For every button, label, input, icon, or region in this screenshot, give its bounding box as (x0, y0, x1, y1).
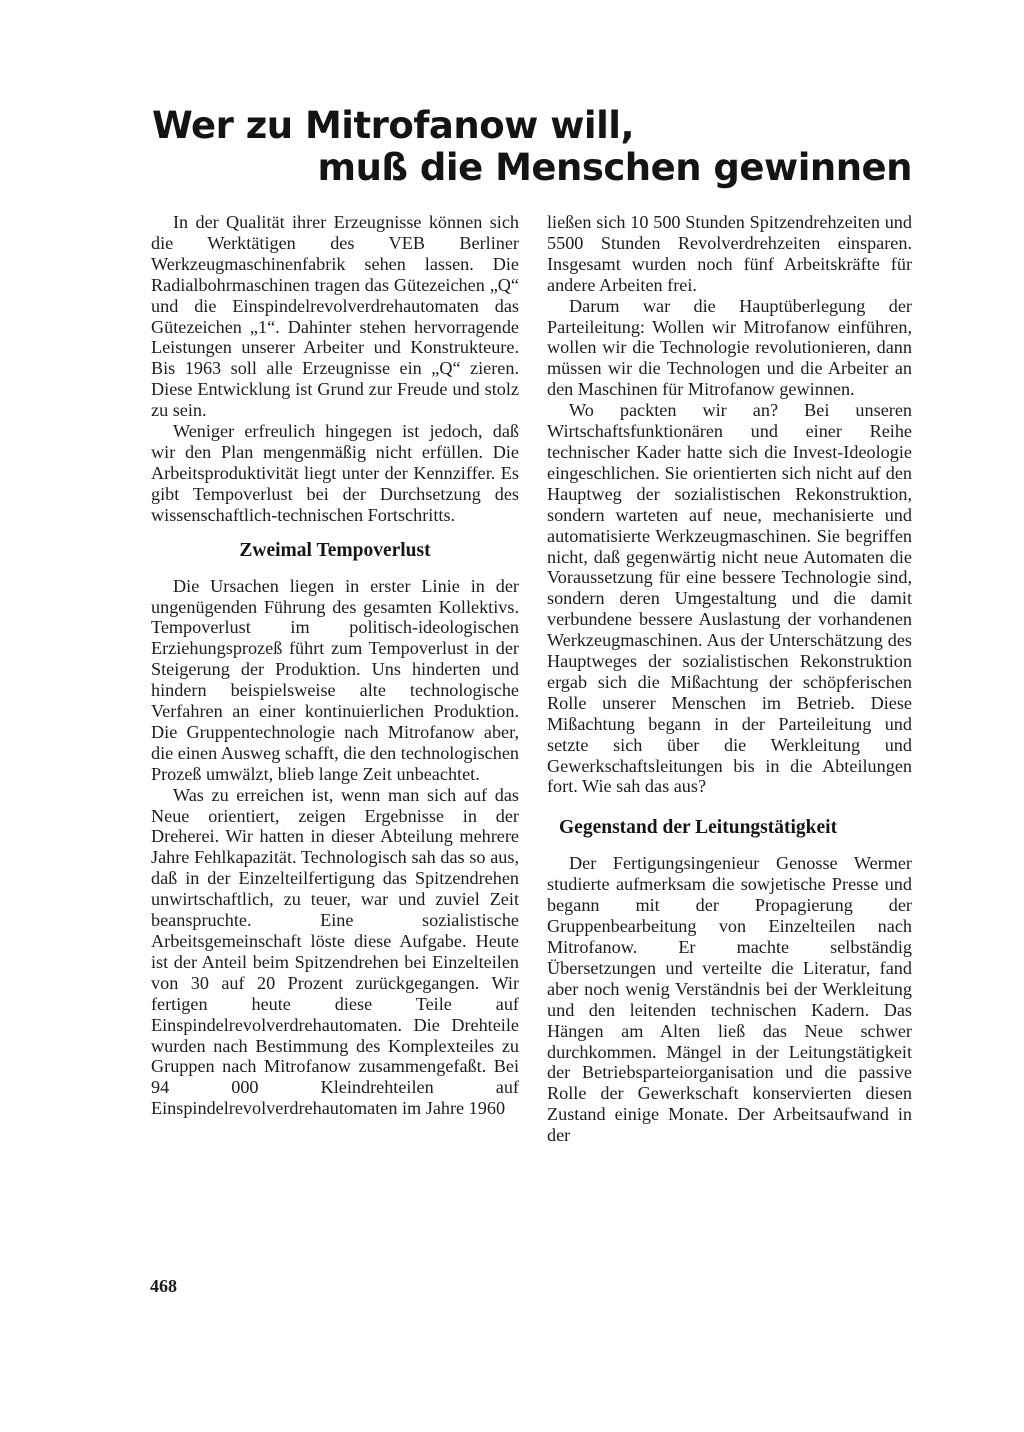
article-title-line-2: muß die Menschen gewinnen (317, 146, 912, 189)
right-column (547, 212, 912, 1146)
page-number: 468 (150, 1276, 177, 1296)
section-heading: Gegenstand der Leitungstätigkeit (559, 817, 838, 839)
paragraph: ließen sich 10 500 Stunden Spitzendrehzeiten und 5500 Stunden Revolverdrehzeiten einsparen. Insgesamt wurden noch fünf Arbeitskräfte für andere Arbeiten frei. (547, 212, 912, 295)
section-heading: Zweimal Tempoverlust (239, 539, 431, 561)
paragraph: Der Fertigungsingenieur Genosse Wermer studierte aufmerksam die sowjetische Presse und begann mit der Propagierung der Gruppenbearbeitung von Einzelteilen nach Mitrofanow. Er machte selbständig Übersetzungen und verteilte die Literatur, fand aber noch wenig Verständnis bei der Werkleitung und den leitenden technischen Kadern. Das Hängen am Alten ließ das Neue schwer durchkommen. Mängel in der Leitungstätigkeit der Betriebsparteiorganisation und die passive Rolle der Gewerkschaft konservierten diesen Zustand einige Monate. Der Arbeitsaufwand in der (547, 853, 912, 1146)
paragraph: Wo packten wir an? Bei unseren Wirtschaftsfunktionären und einer Reihe technischer Kader hatte sich die Invest-Ideologie eingeschlichen. Sie orientierten sich nicht auf den Hauptweg der sozialistischen Rekonstruktion, sondern warteten auf neue, mechanisierte und automatisierte Werkzeugmaschinen. Sie begriffen nicht, daß gegenwärtig nicht neue Automaten die Voraussetzung für eine bessere Technologie sind, sondern deren Umgestaltung und die damit verbundene bessere Auslastung der vorhandenen Werkzeugmaschinen. Aus der Unterschätzung des Hauptweges der sozialistischen Rekonstruktion ergab sich die Mißachtung der schöpferischen Rolle unserer Menschen im Betrieb. Diese Mißachtung begann in der Parteileitung und setzte sich über die Werkleitung und Gewerkschaftsleitungen bis in die Abteilungen fort. Wie sah das aus? (547, 400, 912, 797)
article-title-line-1: Wer zu Mitrofanow will, (152, 104, 635, 147)
paragraph: Darum war die Hauptüberlegung der Parteileitung: Wollen wir Mitrofanow einführen, wollen wir die Technologie revolutionieren, dann müssen wir die Technologen und die Arbeiter an den Maschinen für Mitrofanow gewinnen. (547, 295, 912, 400)
paragraph: Weniger erfreulich hingegen ist jedoch, daß wir den Plan mengenmäßig nicht erfüllen. Die Arbeitsproduktivität liegt unter der Kennziffer. Es gibt Tempoverlust bei der Durchsetzung des wissenschaftlich-technischen Fortschritts. (151, 421, 519, 525)
paragraph: Was zu erreichen ist, wenn man sich auf das Neue orientiert, zeigen Ergebnisse in der Dreherei. Wir hatten in dieser Abteilung mehrere Jahre Fehlkapazität. Technologisch sah das so aus, daß in der Einzelteilfertigung das Spitzendrehen unwirtschaftlich, zu teuer, war und zuviel Zeit beanspruchte. Eine sozialistische Arbeitsgemeinschaft löste diese Aufgabe. Heute ist der Anteil beim Spitzendrehen bei Einzelteilen von 30 auf 20 Prozent zurückgegangen. Wir fertigen heute diese Teile auf Einspindelrevolverdrehautomaten. Die Drehteile wurden nach Bestimmung des Komplexteiles zu Gruppen nach Mitrofanow zusammengefaßt. Bei 94 000 Kleindrehteilen auf Einspindelrevolverdrehautomaten im Jahre 1960 (151, 784, 519, 1119)
paragraph: In der Qualität ihrer Erzeugnisse können sich die Werktätigen des VEB Berliner Werkzeugmaschinenfabrik sehen lassen. Die Radialbohrmaschinen tragen das Gütezeichen „Q“ und die Einspindelrevolverdrehautomaten das Gütezeichen „1“. Dahinter stehen hervorragende Leistungen unserer Arbeiter und Konstrukteure. Bis 1963 soll alle Erzeugnisse ein „Q“ zieren. Diese Entwicklung ist Grund zur Freude und stolz zu sein. (151, 212, 519, 421)
paragraph: Die Ursachen liegen in erster Linie in der ungenügenden Führung des gesamten Kollektivs. Tempoverlust im politisch-ideologischen Erziehungsprozeß führt zum Tempoverlust in der Steigerung der Produktion. Uns hinderten und hindern beispielsweise alte technologische Verfahren an einer kontinuierlichen Produktion. Die Gruppentechnologie nach Mitrofanow aber, die einen Ausweg schafft, die den technologischen Prozeß umwälzt, blieb lange Zeit unbeachtet. (151, 575, 519, 784)
left-column (151, 212, 519, 1119)
